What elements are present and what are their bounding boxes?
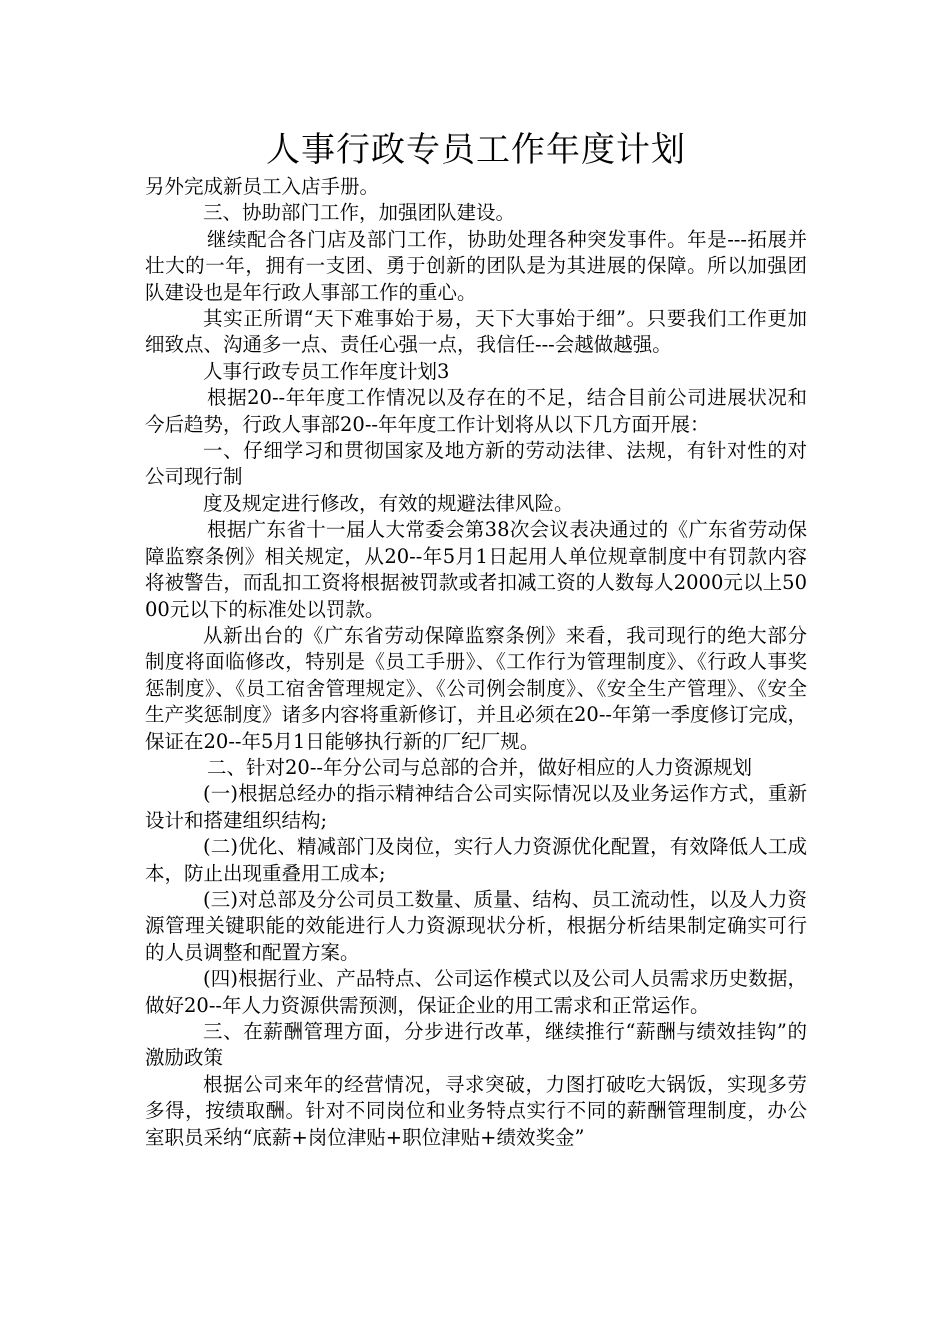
section-heading: 二、针对20--年分公司与总部的合并，做好相应的人力资源规划	[207, 755, 752, 779]
paragraph: 根据广东省十一届人大常委会第38次会议表决通过的《广东省劳动保障监察条例》相关规定，从20--年5月1日起用人单位规章制度中有罚款内容将被警告，而乱扣工资将根据被罚款或者扣减工资的人数每人2000元以上5000元以下的标准处以罚款。	[145, 518, 807, 621]
section-heading: 一、仔细学习和贯彻国家及地方新的劳动法律、法规，有针对性的对公司现行制	[145, 439, 807, 489]
paragraph: 根据20--年年度工作情况以及存在的不足，结合目前公司进展状况和今后趋势，行政人事部20--年年度工作计划将从以下几方面开展：	[145, 386, 807, 436]
subtitle: 人事行政专员工作年度计划3	[203, 359, 450, 383]
paragraph: 另外完成新员工入店手册。	[145, 175, 380, 198]
list-item: (一)根据总经办的指示精神结合公司实际情况以及业务运作方式，重新设计和搭建组织结构;	[145, 782, 807, 832]
paragraph: 从新出台的《广东省劳动保障监察条例》来看，我司现行的绝大部分制度将面临修改，特别是《员工手册》、《工作行为管理制度》、《行政人事奖惩制度》、《员工宿舍管理规定》、《公司例会制度》、《安全生产管理》、《安全生产奖惩制度》诸多内容将重新修订，并且必须在20--年第一季度修订完成，保证在20--年5月1日能够执行新的厂纪厂规。	[145, 623, 807, 753]
section-heading: 三、在薪酬管理方面，分步进行改革，继续推行“薪酬与绩效挂钩”的激励政策	[145, 1020, 807, 1070]
paragraph: 根据公司来年的经营情况，寻求突破，力图打破吃大锅饭，实现多劳多得，按绩取酬。针对不同岗位和业务特点实行不同的薪酬管理制度，办公室职员采纳“底薪+岗位津贴+职位津贴+绩效奖金”	[145, 1072, 807, 1149]
document-page	[145, 128, 807, 1151]
paragraph: 继续配合各门店及部门工作，协助处理各种突发事件。年是---拓展并壮大的一年，拥有一支团、勇于创新的团队是为其进展的保障。所以加强团队建设也是年行政人事部工作的重心。	[145, 227, 807, 304]
paragraph: 度及规定进行修改，有效的规避法律风险。	[203, 491, 574, 515]
document-title: 人事行政专员工作年度计划	[266, 130, 686, 170]
list-item: (三)对总部及分公司员工数量、质量、结构、员工流动性，以及人力资源管理关键职能的效能进行人力资源现状分析，根据分析结果制定确实可行的人员调整和配置方案。	[145, 887, 807, 964]
section-heading: 三、协助部门工作，加强团队建设。	[203, 201, 516, 225]
paragraph: 其实正所谓“天下难事始于易，天下大事始于细”。只要我们工作更加细致点、沟通多一点、责任心强一点，我信任---会越做越强。	[145, 307, 807, 357]
list-item: (四)根据行业、产品特点、公司运作模式以及公司人员需求历史数据，做好20--年人力资源供需预测，保证企业的用工需求和正常运作。	[145, 967, 807, 1017]
list-item: (二)优化、精减部门及岗位，实行人力资源优化配置，有效降低人工成本，防止出现重叠用工成本;	[145, 835, 807, 885]
